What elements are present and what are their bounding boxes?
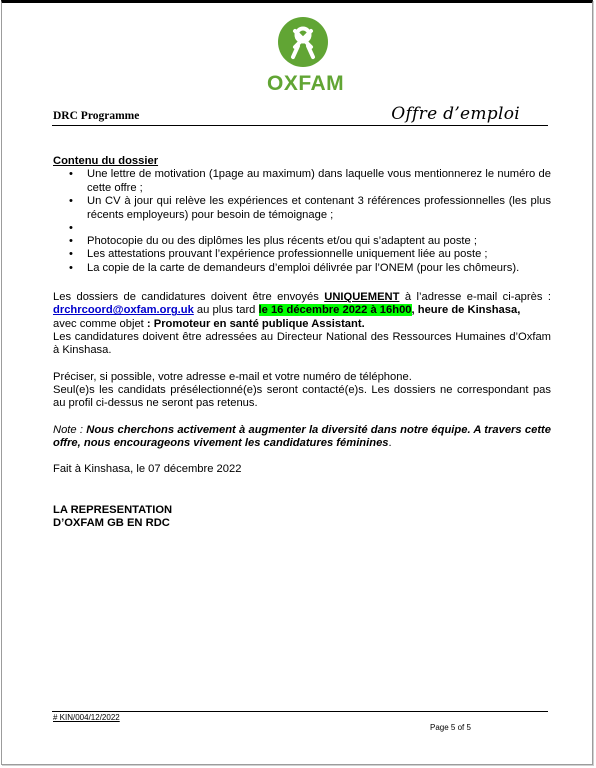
page-number: Page 5 of 5 (430, 723, 471, 732)
text-run: au plus tard (193, 304, 259, 317)
text-run: à l’adresse e-mail ci-après : (399, 291, 551, 303)
programme-label: DRC Programme (53, 110, 140, 122)
text-run: , heure de Kinshasa, (411, 304, 521, 317)
list-spacer (53, 222, 551, 235)
footer-divider (52, 711, 548, 712)
note-label: Note (53, 424, 77, 436)
application-paragraph (53, 291, 551, 331)
document-title: Offre d’emploi (391, 104, 520, 124)
note-text: Nous cherchons activement à augmenter la diversité dans notre équipe. A travers cette offre, nous encourageons vivement les candidatures féminines (53, 424, 551, 450)
header-divider (52, 125, 548, 126)
list-item: • La copie de la carte de demandeurs d’emploi délivrée par l’ONEM (pour les chômeurs). (53, 262, 551, 275)
reference-number: # KIN/004/12/2022 (53, 713, 120, 722)
place-date: Fait à Kinshasa, le 07 décembre 2022 (53, 463, 242, 475)
oxfam-figure-icon (278, 17, 328, 67)
note-paragraph (53, 424, 551, 451)
list-item: • Un CV à jour qui relève les expériences et contenant 3 références professionnelles (les plus récents employeurs) pour besoin de témoignage ; (53, 195, 551, 222)
text-run: . (388, 437, 392, 450)
dossier-heading: Contenu du dossier (53, 155, 159, 167)
subject-text: : Promoteur en santé publique Assistant. (146, 317, 365, 330)
signature-line-2: D’OXFAM GB EN RDC (53, 517, 170, 529)
address-paragraph: Les candidatures doivent être adressées au Directeur National des Ressources Humaines d’Oxfam à Kinshasa. (53, 331, 551, 357)
contact-paragraph: Préciser, si possible, votre adresse e-mail et votre numéro de téléphone. (53, 371, 412, 383)
list-item: • Les attestations prouvant l’expérience professionnelle uniquement liée au poste ; (53, 248, 551, 261)
dossier-list (53, 168, 551, 275)
signature-line-1: LA REPRESENTATION (53, 504, 173, 516)
text-run: avec comme objet (53, 317, 147, 330)
text-run: Les dossiers de candidatures doivent être envoyés (53, 291, 325, 303)
deadline-text: le 16 décembre 2022 à 16h00 (258, 304, 412, 317)
brand-name: OXFAM (267, 72, 345, 95)
list-item: • Photocopie du ou des diplômes les plus récents et/ou qui s’adaptent au poste ; (53, 235, 551, 248)
uniquement-text: UNIQUEMENT (324, 291, 400, 303)
email-link[interactable]: drchrcoord@oxfam.org.uk (53, 304, 194, 317)
dossier-section (53, 155, 551, 275)
text-run: : (76, 424, 87, 436)
list-item: • Une lettre de motivation (1page au maximum) dans laquelle vous mentionnerez le numéro de cette offre ; (53, 168, 551, 195)
shortlist-paragraph: Seul(e)s les candidats présélectionné(e)s seront contacté(e)s. Les dossiers ne correspondant pas au profil ci-dessus ne seront pas retenus. (53, 384, 551, 410)
document-page (1, 0, 593, 765)
